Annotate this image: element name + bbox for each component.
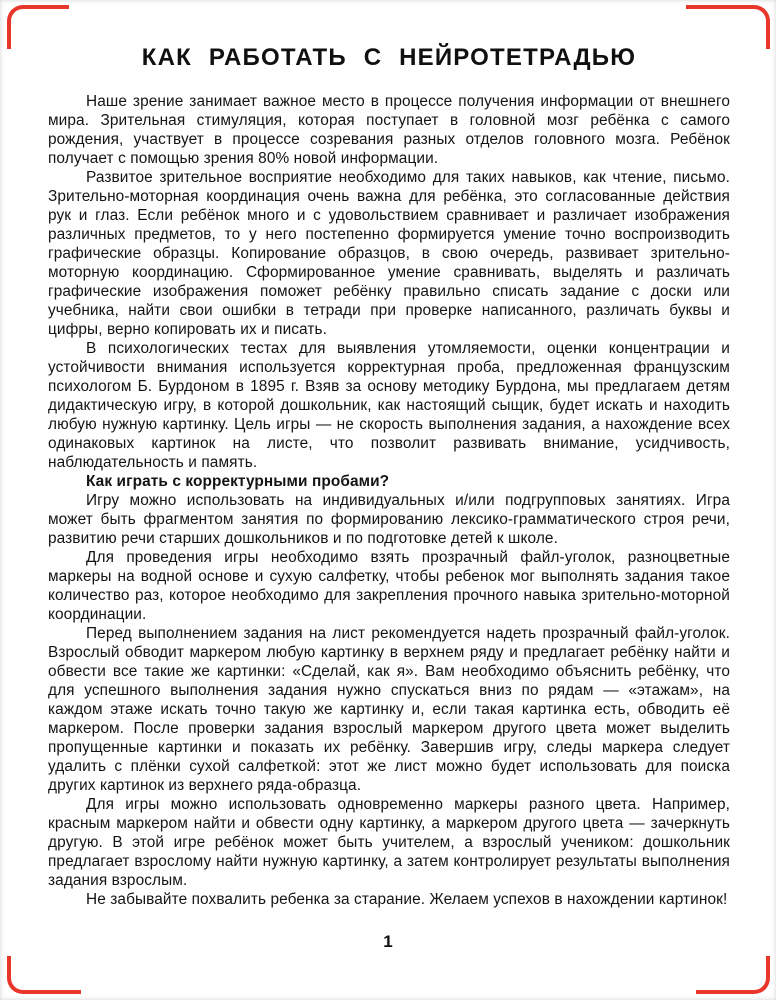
page-number: 1 [383, 932, 393, 951]
page-content [48, 40, 730, 909]
paragraph-usage-sessions: Игру можно использовать на индивидуальных и/или подгрупповых занятиях. Игра может быть фрагментом занятия по формированию лексико-грамматического строя речи, развитию речи старших дошкольников и по подготовке детей к школе. [48, 492, 730, 547]
paragraph-bourdon-test: В психологических тестах для выявления утомляемости, оценки концентрации и устойчивости внимания используется корректурная проба, предложенная французским психологом Б. Бурдоном в 1895 г. Взяв за основу методику Бурдона, мы предлагаем детям дидактическую игру, в которой дошкольник, как настоящий сыщик, будет искать и находить любую нужную картинку. Цель игры — не скорость выполнения задания, а нахождение всех одинаковых картинок на листе, что позволит развивать внимание, усидчивость, наблюдательность и память. [48, 340, 730, 471]
page-frame-corner-bottom-right [696, 956, 770, 994]
section-heading-how-to-play: Как играть с корректурными пробами? [86, 473, 390, 490]
paragraph-visual-perception: Развитое зрительное восприятие необходимо для таких навыков, как чтение, письмо. Зрительно-моторная координация очень важна для ребёнка, это согласованные действия рук и глаз. Если ребёнок много и с удовольствием сравнивает и различает изображения различных предметов, то у него постепенно формируется умение точно воспроизводить графические образцы. Копирование образцов, в свою очередь, развивает зрительно-моторную координацию. Сформированное умение сравнивать, выделять и различать графические изображения поможет ребёнку правильно списать задание с доски или учебника, найти свои ошибки в тетради при проверке написанного, различать буквы и цифры, верно копировать их и писать. [48, 169, 730, 338]
page-frame-corner-bottom-left [7, 956, 81, 994]
paragraph-intro-vision: Наше зрение занимает важное место в процессе получения информации от внешнего мира. Зрительная стимуляция, которая поступает в головной мозг ребёнка с самого рождения, участвует в процессе созревания разных отделов головного мозга. Ребёнок получает с помощью зрения 80% новой информации. [48, 93, 730, 167]
paragraph-marker-colors: Для игры можно использовать одновременно маркеры разного цвета. Например, красным маркером найти и обвести одну картинку, а маркером другого цвета — зачеркнуть другую. В этой игре ребёнок может быть учителем, а взрослый учеником: дошкольник предлагает взрослому найти нужную картинку, а затем контролирует результаты выполнения задания взрослым. [48, 796, 730, 889]
page-title: КАК РАБОТАТЬ С НЕЙРОТЕТРАДЬЮ [141, 44, 637, 71]
paragraph-praise: Не забывайте похвалить ребенка за старание. Желаем успехов в нахождении картинок! [86, 891, 728, 908]
paragraph-instructions: Перед выполнением задания на лист рекомендуется надеть прозрачный файл-уголок. Взрослый обводит маркером любую картинку в верхнем ряду и предлагает ребёнку найти и обвести все такие же картинки: «Сделай, как я». Вам необходимо объяснить ребёнку, что для успешного выполнения задания нужно спускаться вниз по рядам — «этажам», на каждом этаже искать точно такую же картинку и, если такая картинка есть, обводить её маркером. После проверки задания взрослый маркером другого цвета может выделить пропущенные картинки и показать их ребёнку. Завершив игру, следы маркера следует удалить с плёнки сухой салфеткой: этот же лист можно будет использовать для поиска других картинок из верхнего ряда-образца. [48, 625, 730, 794]
paragraph-materials: Для проведения игры необходимо взять прозрачный файл-уголок, разноцветные маркеры на водной основе и сухую салфетку, чтобы ребенок мог выполнять задания такое количество раз, которое необходимо для закрепления прочного навыка зрительно-моторной координации. [48, 549, 730, 623]
